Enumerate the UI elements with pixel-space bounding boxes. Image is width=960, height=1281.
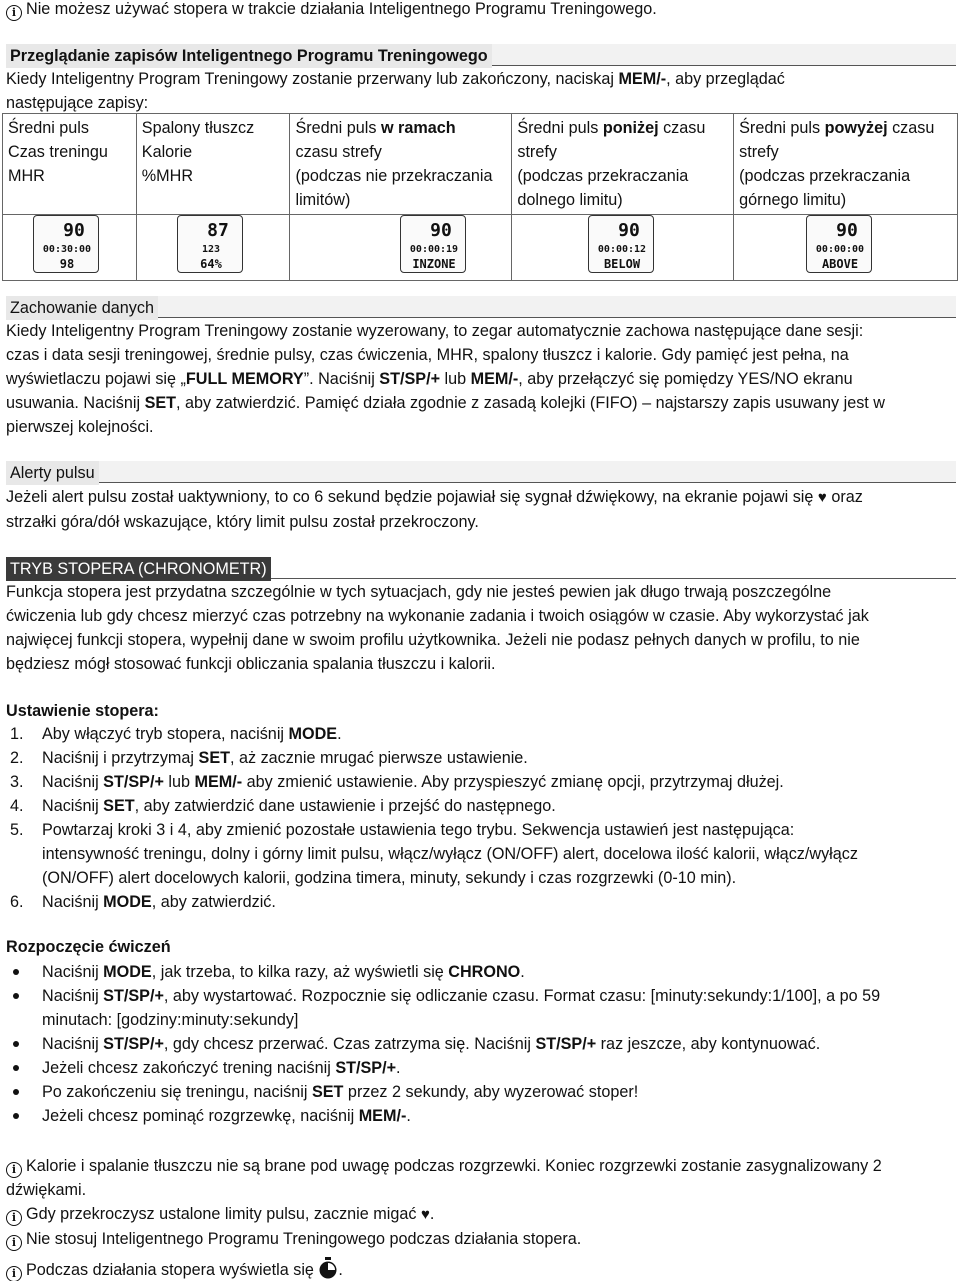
alert-heading (6, 461, 956, 483)
lcd-mid-value: 00:00:19 (410, 244, 459, 255)
start-bullet (6, 1104, 880, 1128)
step-text: intensywność treningu, dolny i górny limit pulsu, włącz/wyłącz (ON/OFF) alert, docelowa ilość kalorii, włącz/wyłącz (42, 845, 858, 863)
step-number: 3. (10, 773, 24, 791)
record-label: górnego limitu) (739, 191, 847, 209)
lcd-top-value: 90 (836, 220, 858, 241)
info-icon: i (6, 1266, 22, 1281)
lcd-cell-5 (734, 215, 958, 281)
notes (6, 1154, 882, 1281)
info-icon: i (6, 5, 22, 21)
step-number: 4. (10, 797, 24, 815)
review-heading-text: Przeglądanie zapisów Inteligentnego Programu Treningowego (6, 44, 492, 68)
lcd-display (33, 215, 99, 273)
chrono-line: najwięcej funkcji stopera, wypełnij dane w swoim profilu użytkownika. Jeżeli nie podasz pełnych danych w profilu, to nie (6, 631, 860, 649)
stopwatch-icon (318, 1257, 338, 1279)
chrono-text (6, 580, 869, 676)
record-label: Spalony tłuszcz (141, 119, 255, 137)
bullet-text: Jeżeli chcesz pominąć rozgrzewkę, naciśnij MEM/-. (42, 1107, 411, 1125)
record-col-4 (512, 114, 734, 215)
step-text: Naciśnij i przytrzymaj SET, aż zacznie mrugać pierwsze ustawienie. (42, 749, 528, 767)
info-icon: i (6, 1210, 22, 1226)
chrono-heading-text: TRYB STOPERA (CHRONOMETR) (6, 557, 271, 581)
record-label: Czas treningu (8, 143, 108, 161)
step-text: Naciśnij SET, aby zatwierdzić dane ustawienie i przejść do następnego. (42, 797, 556, 815)
setup-step (6, 794, 858, 818)
lcd-mid-value: 123 (201, 244, 220, 255)
record-label: Średni puls powyżej czasu (739, 119, 935, 137)
record-label: Średni puls poniżej czasu (517, 119, 706, 137)
lcd-bottom-value: BELOW (604, 257, 641, 271)
step-text: Aby włączyć tryb stopera, naciśnij MODE. (42, 725, 342, 743)
step-number: 2. (10, 749, 24, 767)
bullet-text: Naciśnij ST/SP/+, gdy chcesz przerwać. Czas zatrzyma się. Naciśnij ST/SP/+ raz jeszcze, aby kontynuować. (42, 1035, 821, 1053)
bullet-icon (13, 993, 19, 999)
bullet-icon (13, 1041, 19, 1047)
heart-icon: ♥ (420, 1206, 430, 1223)
storage-line: pierwszej kolejności. (6, 418, 154, 436)
setup-step (6, 746, 858, 770)
chrono-heading (6, 557, 956, 579)
alert-text (6, 485, 956, 534)
lcd-mid-value: 00:00:00 (816, 244, 865, 255)
lcd-cell-1 (3, 215, 137, 281)
lcd-bottom-value: INZONE (412, 257, 457, 271)
step-text: Naciśnij ST/SP/+ lub MEM/- aby zmienić ustawienie. Aby przyspieszyć zmianę opcji, przytrzymaj dłużej. (42, 773, 784, 791)
record-col-3 (290, 114, 512, 215)
start-bullets (6, 960, 880, 1128)
note-1: i Kalorie i spalanie tłuszczu nie są brane pod uwagę podczas rozgrzewki. Koniec rozgrzewki zostanie zasygnalizowany 2 (6, 1154, 882, 1178)
record-label: limitów) (295, 191, 351, 209)
heart-icon: ♥ (817, 489, 827, 506)
note-2: i Gdy przekroczysz ustalone limity pulsu, zacznie migać ♥. (6, 1202, 882, 1227)
bullet-icon (13, 1065, 19, 1071)
lcd-mid-value: 00:00:12 (598, 244, 647, 255)
review-intro-2: następujące zapisy: (6, 94, 149, 112)
lcd-mid-value: 00:30:00 (42, 244, 92, 255)
bullet-icon (13, 1089, 19, 1095)
bullet-text: minutach: [godziny:minuty:sekundy] (42, 1011, 299, 1029)
chrono-line: będziesz mógł stosować funkcji obliczania spalania tłuszczu i kalorii. (6, 655, 496, 673)
record-label: strefy (739, 143, 779, 161)
record-label: (podczas przekraczania (739, 167, 911, 185)
record-label: Kalorie (141, 143, 193, 161)
chrono-line: Funkcja stopera jest przydatna szczególnie w tych sytuacjach, gdy nie jesteś pewien jak długo trwają poszczególne (6, 583, 832, 601)
record-label: MHR (8, 167, 45, 185)
step-number: 5. (10, 821, 24, 839)
note-1b: dźwiękami. (6, 1181, 87, 1199)
record-label: (podczas przekraczania (517, 167, 689, 185)
lcd-bottom-value: ABOVE (822, 257, 859, 271)
bullet-text: Po zakończeniu się treningu, naciśnij SET przez 2 sekundy, aby wyzerować stoper! (42, 1083, 639, 1101)
alert-heading-text: Alerty pulsu (6, 461, 99, 485)
chrono-line: ćwiczenia lub gdy chcesz mierzyć czas potrzebny na wykonanie zadania i twoich osiągów w czasie. Aby wykorzystać jak (6, 607, 869, 625)
record-label: %MHR (141, 167, 194, 185)
storage-line: usuwania. Naciśnij SET, aby zatwierdzić. Pamięć działa zgodnie z zasadą kolejki (FIFO) – najstarszy zapis usuwany jest w (6, 394, 885, 412)
lcd-top-value: 90 (618, 220, 641, 241)
alert-line-1: Jeżeli alert pulsu został uaktywniony, to co 6 sekund będzie pojawiał się sygnał dźwiękowy, na ekranie pojawi się ♥ oraz (6, 488, 863, 506)
step-text: Powtarzaj kroki 3 i 4, aby zmienić pozostałe ustawienia tego trybu. Sekwencja ustawień jest następująca: (42, 821, 795, 839)
lcd-display (806, 215, 872, 273)
record-col-1 (3, 114, 137, 215)
setup-step (6, 890, 858, 914)
record-label: czasu strefy (295, 143, 382, 161)
record-label: strefy (517, 143, 557, 161)
record-label: dolnego limitu) (517, 191, 623, 209)
storage-line: wyświetlaczu pojawi się „FULL MEMORY”. Naciśnij ST/SP/+ lub MEM/-, aby przełączyć się pomiędzy YES/NO ekranu (6, 370, 853, 388)
lcd-cell-2 (136, 215, 290, 281)
record-label: Średni puls (8, 119, 89, 137)
bullet-text: Jeżeli chcesz zakończyć trening naciśnij ST/SP/+. (42, 1059, 401, 1077)
setup-step (6, 722, 858, 746)
storage-heading (6, 296, 956, 318)
start-bullet (6, 960, 880, 984)
lcd-display (400, 215, 466, 273)
lcd-display (588, 215, 654, 273)
setup-step (6, 770, 858, 794)
note-4: i Podczas działania stopera wyświetla się . (6, 1257, 882, 1281)
storage-line: czas i data sesji treningowej, średnie pulsy, czas ćwiczenia, MHR, spalony tłuszcz i kalorie. Gdy pamięć jest pełna, na (6, 346, 849, 364)
info-icon: i (6, 1235, 22, 1251)
step-number: 1. (10, 725, 24, 743)
start-bullet (6, 1032, 880, 1056)
start-bullet (6, 1080, 880, 1104)
step-text: Naciśnij MODE, aby zatwierdzić. (42, 893, 276, 911)
bullet-text: Naciśnij MODE, jak trzeba, to kilka razy, aż wyświetli się CHRONO. (42, 963, 525, 981)
records-table (2, 113, 958, 281)
storage-line: Kiedy Inteligentny Program Treningowy zostanie wyzerowany, to zegar automatycznie zachowa następujące dane sesji: (6, 322, 864, 340)
lcd-bottom-value: 64% (199, 257, 222, 271)
review-intro: Kiedy Inteligentny Program Treningowy zostanie przerwany lub zakończony, naciskaj MEM/-, aby przeglądać (6, 70, 785, 88)
start-heading: Rozpoczęcie ćwiczeń (6, 938, 171, 956)
info-icon: i (6, 1162, 22, 1178)
review-heading (6, 44, 956, 66)
record-label: (podczas nie przekraczania (295, 167, 493, 185)
lcd-display (177, 215, 243, 273)
lcd-top-value: 90 (430, 220, 453, 241)
start-bullet (6, 1056, 880, 1080)
record-col-5 (734, 114, 958, 215)
bullet-icon (13, 1113, 19, 1119)
storage-heading-text: Zachowanie danych (6, 296, 158, 320)
lcd-top-value: 87 (206, 220, 229, 241)
lcd-cell-3 (290, 215, 512, 281)
setup-step (6, 818, 858, 890)
step-number: 6. (10, 893, 24, 911)
record-col-2 (136, 114, 290, 215)
note-3: i Nie stosuj Inteligentnego Programu Treningowego podczas działania stopera. (6, 1227, 882, 1251)
top-note: i Nie możesz używać stopera w trakcie działania Inteligentnego Programu Treningowego. (6, 0, 657, 21)
record-label: Średni puls w ramach (295, 119, 456, 137)
storage-text (6, 319, 885, 439)
bullet-text: Naciśnij ST/SP/+, aby wystartować. Rozpocznie się odliczanie czasu. Format czasu: [minuty:sekundy:1/100], a po 59 (42, 987, 881, 1005)
lcd-top-value: 90 (63, 220, 85, 241)
start-bullet (6, 984, 880, 1032)
setup-heading: Ustawienie stopera: (6, 702, 159, 720)
alert-line-2: strzałki góra/dół wskazujące, który limit pulsu został przekroczony. (6, 513, 479, 531)
lcd-cell-4 (512, 215, 734, 281)
step-text: (ON/OFF) alert docelowych kalorii, godzina timera, minuty, sekundy i czas rozgrzewki (0-10 min). (42, 869, 737, 887)
setup-steps (6, 722, 858, 914)
bullet-icon (13, 969, 19, 975)
lcd-bottom-value: 98 (59, 257, 75, 271)
